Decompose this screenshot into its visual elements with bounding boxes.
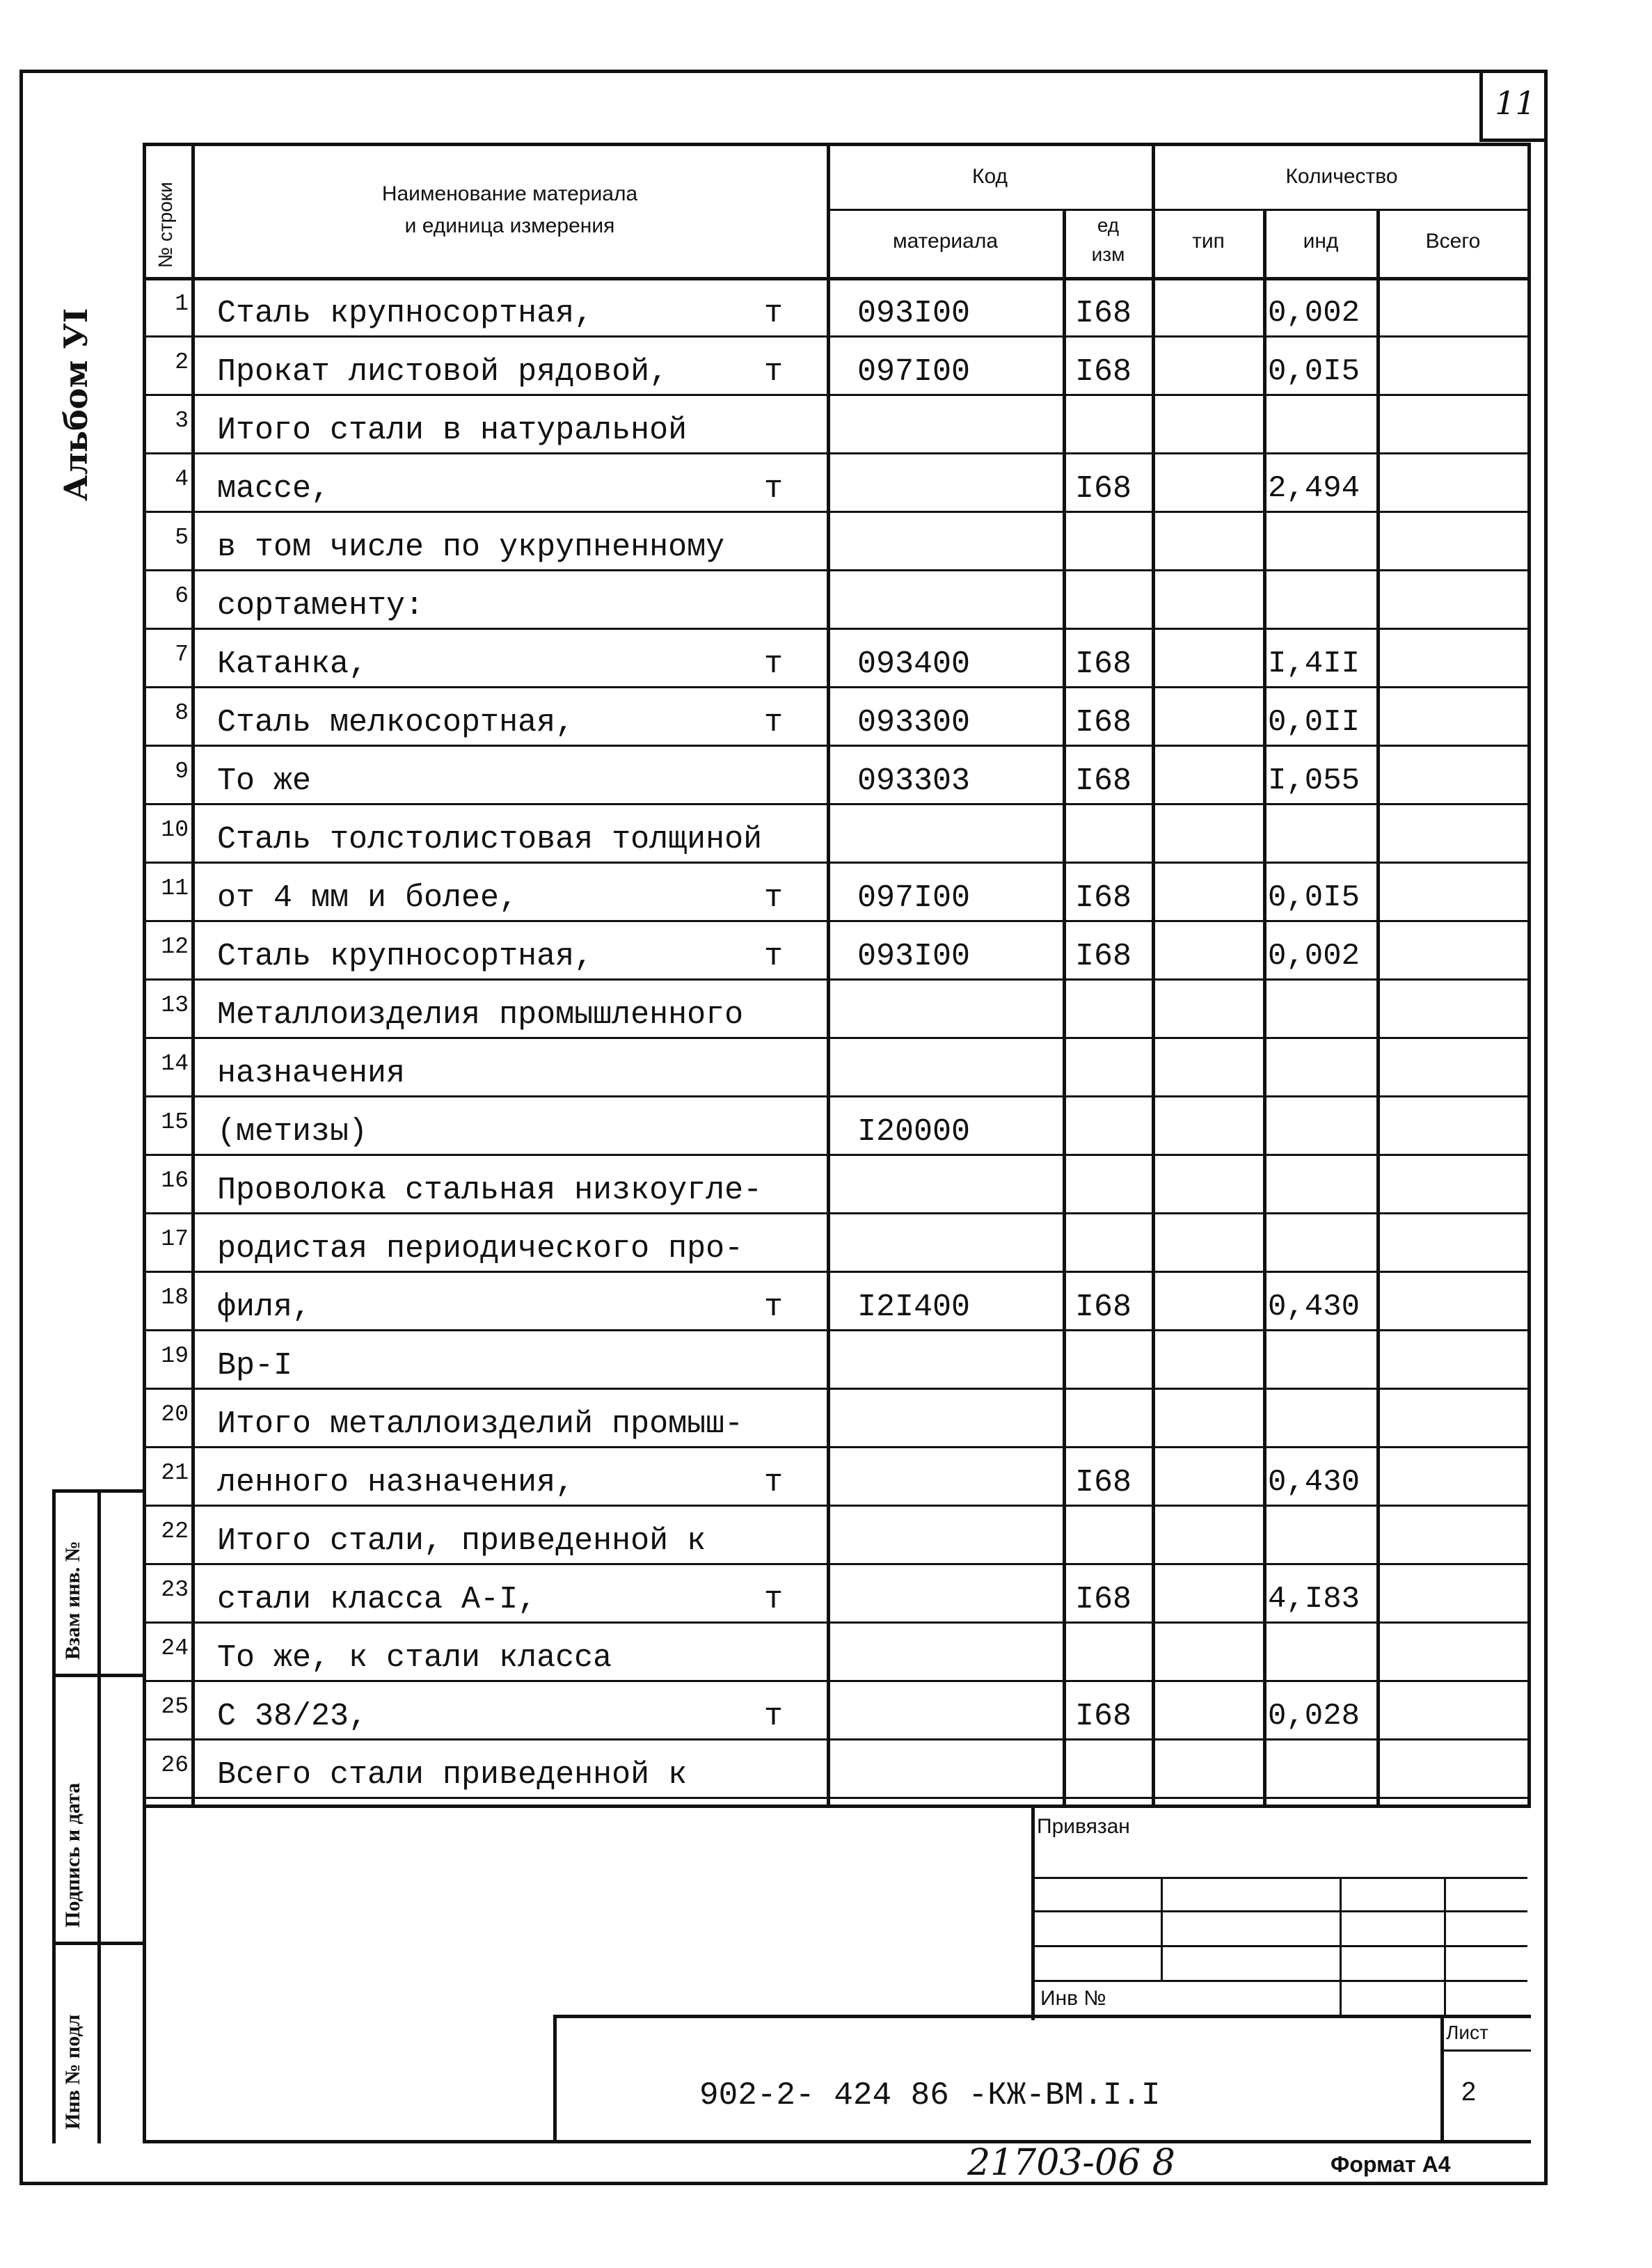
row-ind: 0,0II (1268, 705, 1360, 740)
row-divider (143, 803, 1531, 805)
format-label: Формат А4 (1331, 2152, 1451, 2177)
row-divider (143, 1563, 1531, 1565)
header-name-line2: и единица измерения (404, 214, 615, 237)
row-name: Сталь крупносортная, (217, 939, 594, 974)
row-divider (143, 978, 1531, 981)
row-divider (143, 1738, 1531, 1740)
row-unit: I68 (1075, 471, 1132, 507)
row-name: То же, к стали класса (217, 1640, 612, 1676)
stamp-sheet-label: Лист (1446, 2022, 1488, 2043)
row-number: 24 (161, 1635, 189, 1661)
row-name: Прокат листовой рядовой, (217, 354, 669, 390)
header-total: Всего (1425, 230, 1481, 253)
row-divider (143, 1446, 1531, 1448)
row-unit: I68 (1075, 939, 1132, 974)
row-name: Итого стали в натуральной (217, 413, 688, 448)
row-unit: I68 (1075, 296, 1132, 331)
header-name-line1: Наименование материала (381, 182, 638, 205)
row-code: 097I00 (857, 354, 971, 390)
row-divider (143, 452, 1531, 454)
row-name: Сталь мелкосортная, (217, 705, 575, 740)
row-name: То же (217, 763, 312, 799)
row-unit: I68 (1075, 647, 1132, 682)
row-unit-letter: т (764, 354, 784, 390)
stamp-tied: Привязан (1037, 1815, 1130, 1838)
page-number: 11 (1479, 70, 1548, 142)
row-unit-letter: т (764, 880, 784, 916)
row-divider (143, 1388, 1531, 1390)
row-ind: 0,0I5 (1268, 880, 1360, 915)
row-code: 093303 (857, 763, 971, 799)
row-unit-letter: т (764, 939, 784, 974)
row-number: 23 (161, 1577, 189, 1603)
row-divider (143, 394, 1531, 396)
doc-code: 902-2- 424 86 -КЖ-ВМ.I.I (699, 2077, 1161, 2114)
row-unit: I68 (1075, 763, 1132, 799)
row-name: назначения (217, 1056, 406, 1091)
header-material: материала (892, 230, 999, 253)
row-code: 093400 (857, 647, 971, 682)
row-unit: I68 (1075, 705, 1132, 740)
row-unit: I68 (1075, 880, 1132, 916)
row-number: 20 (161, 1402, 189, 1427)
row-unit-letter: т (764, 296, 784, 331)
row-name: Металлоизделия промышленного (217, 997, 744, 1033)
row-unit-letter: т (764, 471, 784, 507)
header-type: тип (1192, 230, 1225, 253)
row-divider (143, 686, 1531, 688)
stamp-sheet-no: 2 (1461, 2077, 1477, 2107)
row-number: 7 (175, 642, 189, 667)
row-name: сортаменту: (217, 588, 424, 624)
row-number: 12 (161, 934, 189, 960)
row-divider (143, 569, 1531, 571)
row-name: (метизы) (217, 1114, 368, 1150)
row-unit: I68 (1075, 1699, 1132, 1734)
row-number: 1 (175, 291, 189, 317)
header-row-no: № строки (154, 182, 176, 268)
row-number: 22 (161, 1518, 189, 1544)
row-unit-letter: т (764, 1582, 784, 1617)
row-number: 26 (161, 1752, 189, 1778)
row-divider (143, 1680, 1531, 1682)
row-unit-letter: т (764, 1465, 784, 1500)
row-code: I20000 (857, 1114, 971, 1150)
header-ind: инд (1303, 230, 1339, 253)
row-divider (143, 1329, 1531, 1331)
row-code: 097I00 (857, 880, 971, 916)
side-replace: Взам инв. № (61, 1541, 84, 1660)
row-unit: I68 (1075, 1582, 1132, 1617)
row-divider (143, 745, 1531, 747)
row-number: 16 (161, 1168, 189, 1194)
row-divider (143, 920, 1531, 922)
row-divider (143, 1095, 1531, 1097)
row-code: 093I00 (857, 939, 971, 974)
row-name: Проволока стальная низкоугле- (217, 1173, 763, 1208)
row-divider (143, 1154, 1531, 1156)
row-name: массе, (217, 471, 331, 507)
row-number: 4 (175, 466, 189, 492)
row-number: 18 (161, 1285, 189, 1310)
row-name: Итого металлоизделий промыш- (217, 1406, 744, 1442)
row-name: стали класса А-I, (217, 1582, 537, 1617)
row-name: Сталь крупносортная, (217, 296, 594, 331)
row-code: 093300 (857, 705, 971, 740)
row-divider (143, 1505, 1531, 1507)
side-inv-orig: Инв № подл (61, 2014, 84, 2130)
stamp-inv: Инв № (1040, 1987, 1106, 2010)
header-unit-b: изм (1091, 244, 1125, 265)
row-divider (143, 628, 1531, 630)
row-number: 8 (175, 700, 189, 726)
row-divider (143, 1621, 1531, 1624)
row-number: 2 (175, 349, 189, 375)
row-unit-letter: т (764, 705, 784, 740)
row-number: 15 (161, 1109, 189, 1135)
row-name: Сталь толстолистовая толщиной (217, 822, 763, 857)
row-number: 19 (161, 1343, 189, 1369)
row-ind: I,4II (1268, 647, 1360, 681)
row-code: 093I00 (857, 296, 971, 331)
row-ind: 0,430 (1268, 1290, 1360, 1324)
row-ind: 4,I83 (1268, 1582, 1360, 1617)
row-number: 21 (161, 1460, 189, 1486)
row-ind: 0,028 (1268, 1699, 1360, 1734)
row-number: 3 (175, 408, 189, 434)
row-name: Итого стали, приведенной к (217, 1523, 706, 1559)
row-number: 9 (175, 759, 189, 784)
row-name: от 4 мм и более, (217, 880, 518, 916)
side-sign: Подпись и дата (61, 1782, 84, 1928)
row-divider (143, 1037, 1531, 1039)
row-name: в том числе по укрупненному (217, 530, 725, 565)
row-divider (143, 511, 1531, 513)
row-name: Вр-I (217, 1348, 293, 1383)
row-unit-letter: т (764, 647, 784, 682)
header-unit-a: ед (1097, 214, 1120, 236)
header-code: Код (971, 165, 1008, 188)
row-ind: 0,002 (1268, 939, 1360, 974)
row-ind: 0,0I5 (1268, 354, 1360, 389)
row-number: 11 (161, 875, 189, 901)
row-unit-letter: т (764, 1699, 784, 1734)
row-number: 13 (161, 992, 189, 1018)
row-divider (143, 1797, 1531, 1799)
row-name: ленного назначения, (217, 1465, 575, 1500)
header-quantity: Количество (1285, 165, 1398, 188)
row-number: 6 (175, 583, 189, 609)
row-name: Всего стали приведенной к (217, 1757, 688, 1793)
album-label: Альбом УI (57, 308, 95, 501)
row-divider (143, 1271, 1531, 1273)
row-number: 17 (161, 1226, 189, 1252)
row-name: С 38/23, (217, 1699, 368, 1734)
row-divider (143, 335, 1531, 338)
row-number: 14 (161, 1051, 189, 1077)
row-divider (143, 1212, 1531, 1214)
row-ind: 0,002 (1268, 296, 1360, 331)
row-number: 25 (161, 1694, 189, 1720)
row-unit: I68 (1075, 1290, 1132, 1325)
row-name: родистая периодического про- (217, 1231, 744, 1267)
row-divider (143, 862, 1531, 864)
row-name: Катанка, (217, 647, 368, 682)
row-ind: I,055 (1268, 763, 1360, 798)
row-name: филя, (217, 1290, 312, 1325)
row-unit: I68 (1075, 354, 1132, 390)
row-ind: 2,494 (1268, 471, 1360, 506)
row-unit: I68 (1075, 1465, 1132, 1500)
row-unit-letter: т (764, 1290, 784, 1325)
row-number: 10 (161, 817, 189, 843)
row-number: 5 (175, 525, 189, 550)
row-ind: 0,430 (1268, 1465, 1360, 1500)
handwritten-number: 21703-06 8 (967, 2142, 1175, 2184)
row-code: I2I400 (857, 1290, 971, 1325)
